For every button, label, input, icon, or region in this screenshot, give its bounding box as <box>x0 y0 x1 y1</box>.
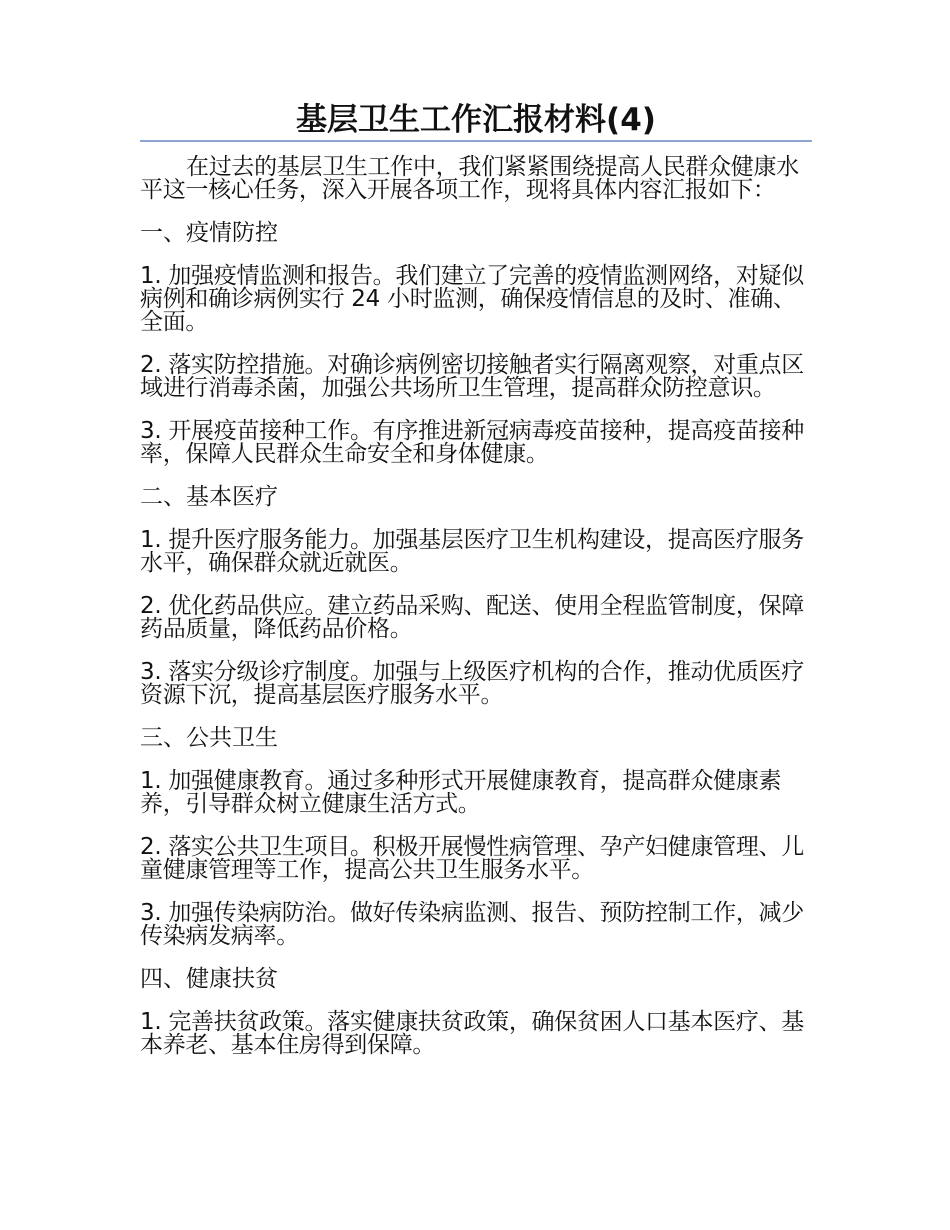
document-page <box>140 100 812 1077</box>
section-item: 1. 提升医疗服务能力。加强基层医疗卫生机构建设，提高医疗服务水平，确保群众就近就医。 <box>140 527 804 576</box>
section-item: 2. 优化药品供应。建立药品采购、配送、使用全程监管制度，保障药品质量，降低药品价格。 <box>140 593 804 642</box>
title-underline <box>140 140 812 142</box>
section-basic-medical <box>140 486 812 707</box>
section-epidemic-control <box>140 222 812 466</box>
section-health-poverty-alleviation <box>140 968 812 1057</box>
section-item: 3. 开展疫苗接种工作。有序推进新冠病毒疫苗接种，提高疫苗接种率，保障人民群众生命安全和身体健康。 <box>140 418 804 467</box>
section-heading: 三、公共卫生 <box>140 725 278 751</box>
section-item: 3. 加强传染病防治。做好传染病监测、报告、预防控制工作，减少传染病发病率。 <box>140 900 804 949</box>
section-heading: 四、健康扶贫 <box>140 966 278 992</box>
section-item: 3. 落实分级诊疗制度。加强与上级医疗机构的合作，推动优质医疗资源下沉，提高基层医疗服务水平。 <box>140 659 804 708</box>
section-item: 1. 加强疫情监测和报告。我们建立了完善的疫情监测网络，对疑似病例和确诊病例实行 24 小时监测，确保疫情信息的及时、准确、全面。 <box>140 263 804 335</box>
section-heading: 二、基本医疗 <box>140 484 278 510</box>
section-item: 2. 落实防控措施。对确诊病例密切接触者实行隔离观察，对重点区域进行消毒杀菌，加强公共场所卫生管理，提高群众防控意识。 <box>140 352 804 401</box>
document-title: 基层卫生工作汇报材料(4) <box>296 102 656 138</box>
section-item: 1. 完善扶贫政策。落实健康扶贫政策，确保贫困人口基本医疗、基本养老、基本住房得到保障。 <box>140 1009 804 1058</box>
section-item: 2. 落实公共卫生项目。积极开展慢性病管理、孕产妇健康管理、儿童健康管理等工作，提高公共卫生服务水平。 <box>140 834 804 883</box>
section-public-health <box>140 727 812 948</box>
section-item: 1. 加强健康教育。通过多种形式开展健康教育，提高群众健康素养，引导群众树立健康生活方式。 <box>140 768 782 817</box>
intro-paragraph: 在过去的基层卫生工作中，我们紧紧围绕提高人民群众健康水平这一核心任务，深入开展各项工作，现将具体内容汇报如下： <box>140 154 799 203</box>
section-heading: 一、疫情防控 <box>140 220 278 246</box>
